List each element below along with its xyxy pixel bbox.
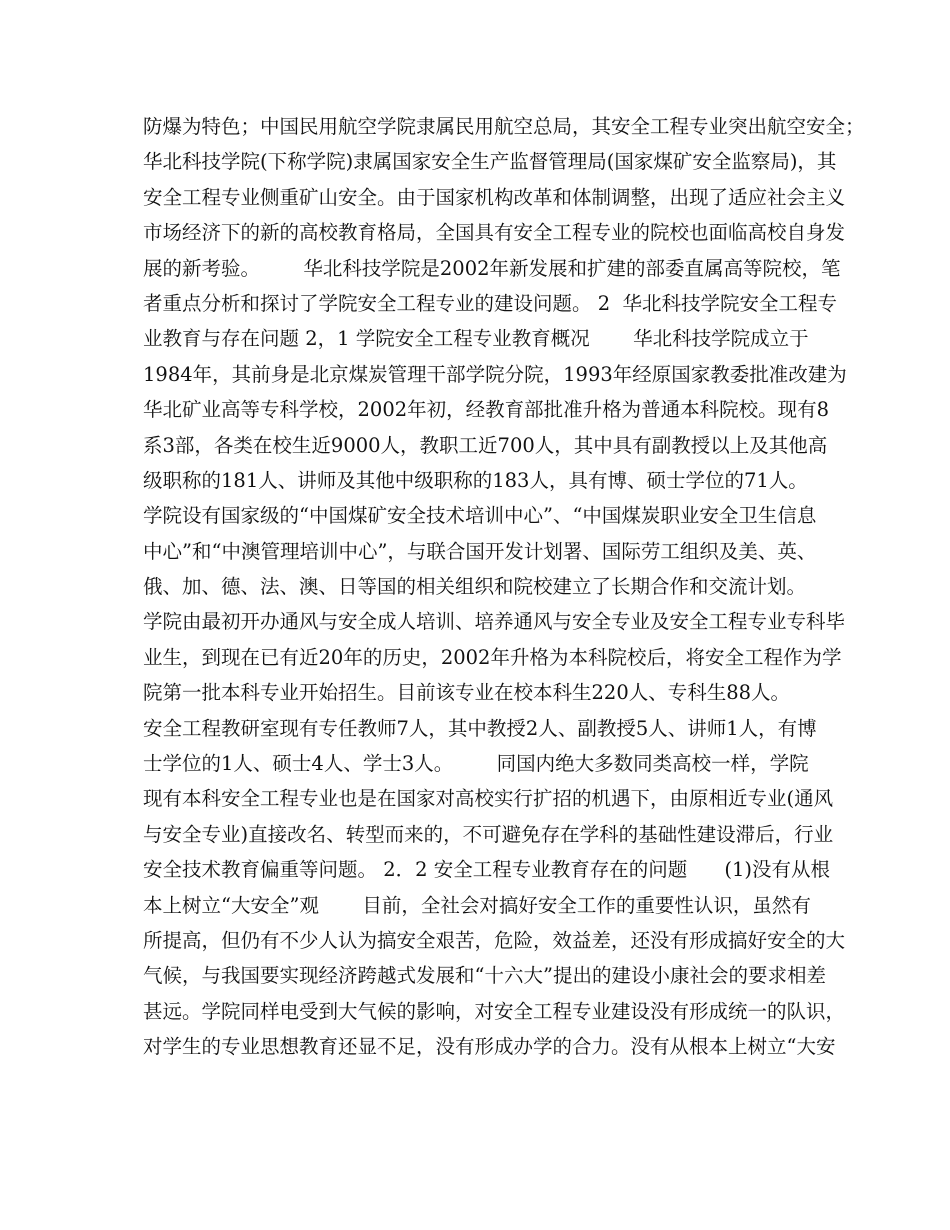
text-line: 气候，与我国要实现经济跨越式发展和“十六大”提出的建设小康社会的要求相差	[143, 964, 826, 988]
text-line: 市场经济下的新的高校教育格局，全国具有安全工程专业的院校也面临高校自身发	[143, 221, 846, 245]
text-line: 与安全专业)直接改名、转型而来的，不可避免存在学科的基础性建设滞后，行业	[143, 822, 834, 846]
text-line: 本上树立“大安全”观 目前，全社会对搞好安全工作的重要性认识，虽然有	[143, 893, 811, 917]
text-line: 甚远。学院同样电受到大气候的影响，对安全工程专业建设没有形成统一的队识，	[143, 999, 846, 1023]
text-line: 对学生的专业思想教育还显不足，没有形成办学的合力。没有从根本上树立“大安	[143, 1035, 836, 1059]
text-line: 士学位的1人、硕士4人、学士3人。 同国内绝大多数同类高校一样，学院	[143, 752, 809, 776]
text-line: 俄、加、德、法、澳、日等国的相关组织和院校建立了长期合作和交流计划。	[143, 575, 807, 599]
text-line: 安全工程专业侧重矿山安全。由于国家机构改革和体制调整，出现了适应社会主义	[143, 185, 846, 209]
text-line: 展的新考验。 华北科技学院是2002年新发展和扩建的部委直属高等院校，笔	[143, 256, 841, 280]
text-line: 业生，到现在已有近20年的历史，2002年升格为本科院校后，将安全工程作为学	[143, 645, 842, 669]
text-line: 学院由最初开办通风与安全成人培训、培养通风与安全专业及安全工程专业专科毕	[143, 610, 846, 634]
text-line: 者重点分析和探讨了学院安全工程专业的建设问题。 2 华北科技学院安全工程专	[143, 291, 838, 315]
text-line: 院第一批本科专业开始招生。目前该专业在校本科生220人、专科生88人。	[143, 681, 791, 705]
text-line: 所提高，但仍有不少人认为搞安全艰苦，危险，效益差，还没有形成搞好安全的大	[143, 928, 846, 952]
text-line: 华北矿业高等专科学校，2002年初，经教育部批准升格为普通本科院校。现有8	[143, 398, 830, 422]
text-line: 业教育与存在问题 2，1 学院安全工程专业教育概况 华北科技学院成立于	[143, 327, 809, 351]
text-line: 学院设有国家级的“中国煤矿安全技术培训中心”、“中国煤炭职业安全卫生信息	[143, 504, 817, 528]
text-line: 1984年，其前身是北京煤炭管理干部学院分院，1993年经原国家教委批准改建为	[143, 362, 847, 386]
body-text	[143, 109, 865, 1065]
text-line: 安全技术教育偏重等问题。 2．2 安全工程专业教育存在的问题 (1)没有从根	[143, 858, 831, 882]
text-line: 系3部，各类在校生近9000人，教职工近700人，其中具有副教授以上及其他高	[143, 433, 828, 457]
text-line: 华北科技学院(下称学院)隶属国家安全生产监督管理局(国家煤矿安全监察局)，其	[143, 150, 837, 174]
text-line: 现有本科安全工程专业也是在国家对高校实行扩招的机遇下，由原相近专业(通风	[143, 787, 834, 811]
text-line: 级职称的181人、讲师及其他中级职称的183人，具有博、硕士学位的71人。	[143, 468, 808, 492]
text-line: 安全工程教研室现有专任教师7人，其中教授2人、副教授5人、讲师1人，有博	[143, 716, 817, 740]
text-line: 防爆为特色；中国民用航空学院隶属民用航空总局，其安全工程专业突出航空安全；	[143, 115, 865, 138]
text-line: 中心”和“中澳管理培训中心”，与联合国开发计划署、国际劳工组织及美、英、	[143, 539, 817, 563]
